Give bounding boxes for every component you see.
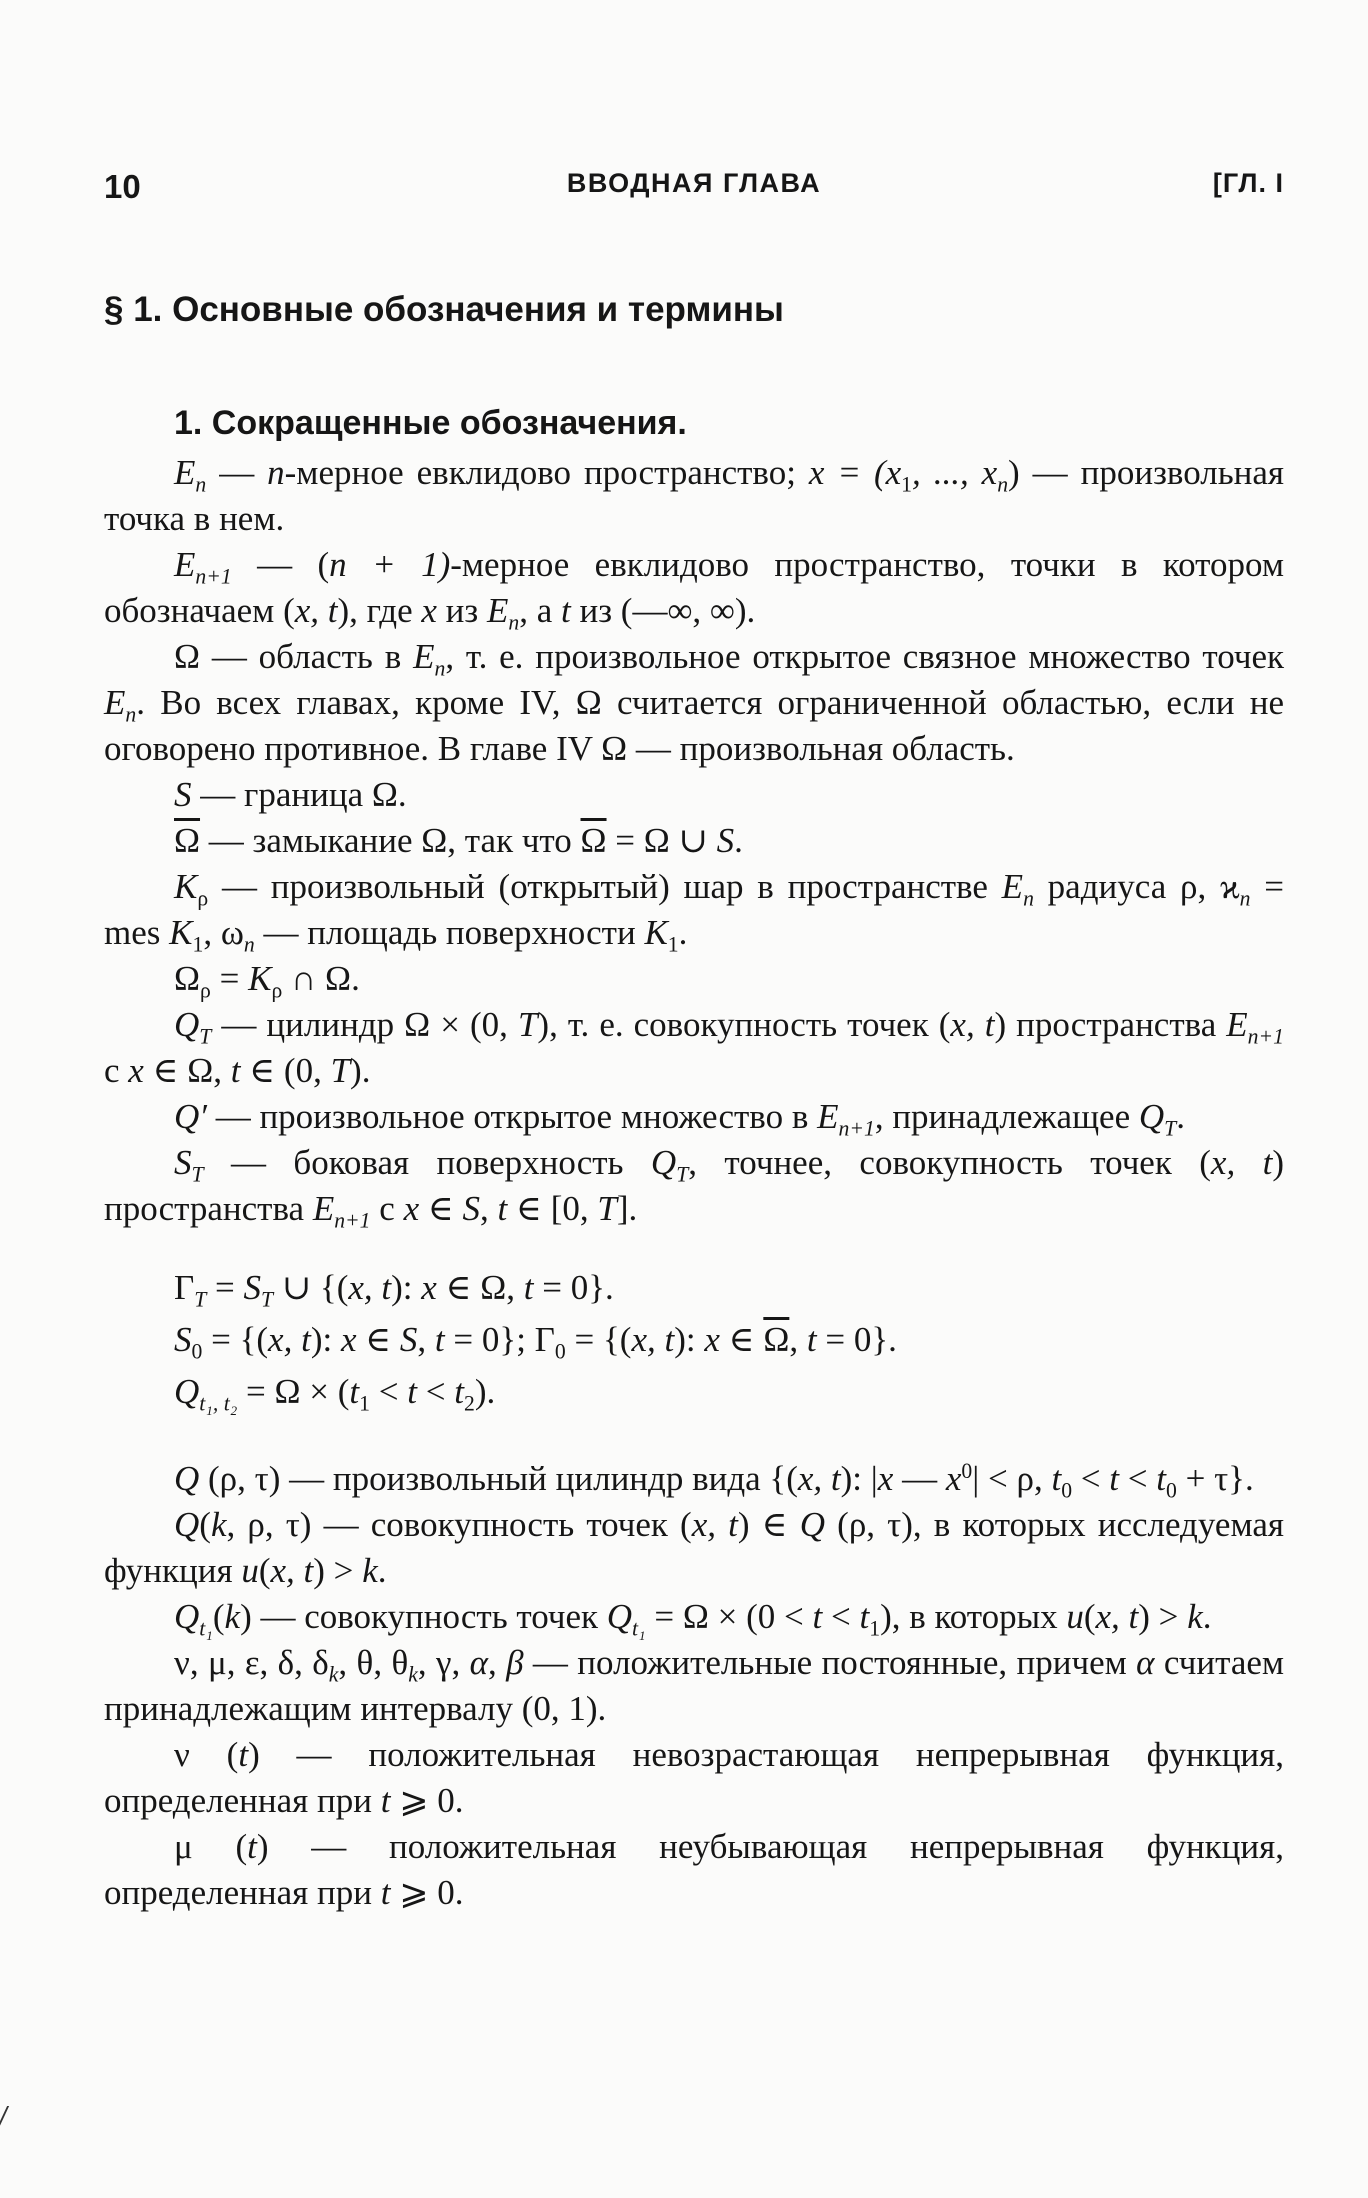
- paragraph-En: $E_n$ — n-мерное евклидово пространство; $x = (x_1$, ..., $x_n$) — произвольная точка в нем.: [104, 453, 1285, 538]
- main-text: [104, 400, 1284, 1916]
- paragraph-constants: ν, μ, ε, δ, $\delta_k$, θ, $\theta_k$, γ, α, β — положительные постоянные, причем α считаем принадлежащим интервалу (0, 1).: [104, 1643, 1285, 1728]
- section-title: § 1. Основные обозначения и термины: [104, 290, 784, 329]
- running-header: [104, 168, 1284, 212]
- paragraph-En1: $E_{n+1}$ — (n + 1)-мерное евклидово пространство, точки в котором обозначаем (x, t), где x из $E_n$, а t из (—∞, ∞).: [104, 545, 1284, 635]
- paragraph-q-k-rho-tau: Q(k, ρ, τ) — совокупность точек (x, t) ∈ Q (ρ, τ), в которых исследуемая функция u(x, t) > k.: [104, 1505, 1284, 1590]
- chapter-reference: [ГЛ. I: [1212, 168, 1284, 198]
- paragraph-qprime: Q′ — произвольное открытое множество в $E_{n+1}$, принадлежащее $Q_T$.: [174, 1097, 1185, 1141]
- page-number: 10: [104, 168, 141, 205]
- running-title: ВВОДНАЯ ГЛАВА: [566, 168, 822, 198]
- paragraph-q-t1-k: $Q_{t_1}(k)$ — совокупность точек $Q_{t_1} = \Omega \times (0 < t < t_1)$, в которых u(x, t) > k.: [174, 1597, 1212, 1641]
- paragraph-ball: $K_\rho$ — произвольный (открытый) шар в пространстве $E_n$ радиуса ρ, $ϰ_n$ = mes $K_1$, $\omega_n$ — площадь поверхности $K_1$.: [104, 867, 1284, 957]
- paragraph-boundary: S — граница Ω.: [174, 775, 407, 814]
- paragraph-nu: ν (t) — положительная невозрастающая непрерывная функция, определенная при t ⩾ 0.: [104, 1735, 1285, 1820]
- paragraph-closure: $\overline{\Omega}$ — замыкание Ω, так что $\overline{\Omega} = \Omega$ ∪ S.: [174, 821, 743, 860]
- formula-block: [104, 1262, 1284, 1418]
- formula-gamma-t: $\Gamma_T = S_T$ ∪ {(x, t): x ∈ Ω, t = 0}.: [174, 1268, 614, 1312]
- subsection-title: 1. Сокращенные обозначения.: [174, 404, 687, 442]
- paragraph-omega-rho: $\Omega_\rho = K_\rho$ ∩ Ω.: [174, 959, 360, 1003]
- formula-q-t1-t2: $Q_{t_1, t_2} = \Omega \times (t_1 < t < t_2)$.: [174, 1372, 496, 1416]
- paragraph-cylinder: $Q_T$ — цилиндр Ω × (0, T), т. е. совокупность точек (x, t) пространства $E_{n+1}$ с x ∈ Ω, t ∈ (0, T).: [104, 1005, 1284, 1090]
- paragraph-mu: μ (t) — положительная неубывающая непрерывная функция, определенная при t ⩾ 0.: [104, 1827, 1284, 1912]
- paragraph-lateral: $S_T$ — боковая поверхность $Q_T$, точнее, совокупность точек (x, t) пространства $E_{n+1}$ с x ∈ S, t ∈ [0, T].: [104, 1143, 1284, 1233]
- margin-mark: [0, 2106, 15, 2128]
- paragraph-q-rho-tau: Q (ρ, τ) — произвольный цилиндр вида {(x, t): |x — $x^0| < \rho$, $t_0 < t < t_0 + \tau$}.: [174, 1459, 1254, 1503]
- paragraph-omega: Ω — область в $E_n$, т. е. произвольное открытое связное множество точек $E_n$. Во всех главах, кроме IV, Ω считается ограниченной областью, если не оговорено противное. В главе IV Ω — произвольная область.: [104, 637, 1285, 768]
- book-page: [104, 0, 1284, 2198]
- formula-s0-gamma0: $S_0 = \{(x$, t): x ∈ S, t = 0}; $\Gamma_0 = \{(x$, t): x ∈ $\overline{\Omega}$, t = 0}.: [174, 1320, 897, 1364]
